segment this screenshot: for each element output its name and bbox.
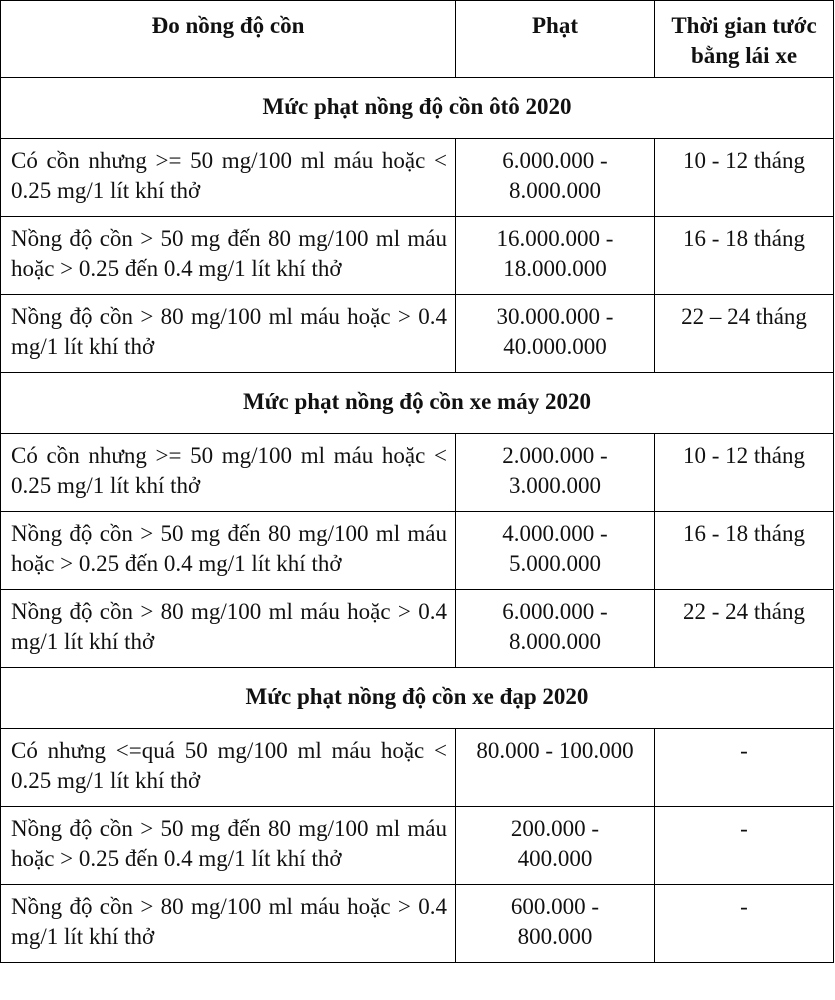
header-row — [1, 1, 834, 78]
section-title: Mức phạt nồng độ cồn xe máy 2020 — [1, 373, 834, 434]
cell-suspension: - — [655, 885, 834, 963]
cell-condition: Nồng độ cồn > 80 mg/100 ml máu hoặc > 0.4 mg/1 lít khí thở — [1, 590, 456, 668]
cell-suspension: 10 - 12 tháng — [655, 139, 834, 217]
cell-suspension: 22 – 24 tháng — [655, 295, 834, 373]
cell-condition: Nồng độ cồn > 80 mg/100 ml máu hoặc > 0.4 mg/1 lít khí thở — [1, 885, 456, 963]
cell-condition: Nồng độ cồn > 50 mg đến 80 mg/100 ml máu hoặc > 0.25 đến 0.4 mg/1 lít khí thở — [1, 807, 456, 885]
cell-fine: 16.000.000 - 18.000.000 — [496, 226, 614, 281]
cell-suspension: 16 - 18 tháng — [655, 217, 834, 295]
cell-suspension: - — [655, 729, 834, 807]
cell-suspension: - — [655, 807, 834, 885]
table-row — [1, 885, 834, 963]
cell-fine: 4.000.000 - 5.000.000 — [502, 521, 608, 576]
section-header-motorbike — [1, 373, 834, 434]
cell-condition: Có cồn nhưng >= 50 mg/100 ml máu hoặc < 0.25 mg/1 lít khí thở — [1, 434, 456, 512]
cell-suspension: 10 - 12 tháng — [655, 434, 834, 512]
cell-fine: 80.000 - 100.000 — [456, 729, 655, 807]
table-row — [1, 434, 834, 512]
cell-fine: 200.000 - 400.000 — [510, 816, 600, 871]
table-row — [1, 729, 834, 807]
section-title: Mức phạt nồng độ cồn xe đạp 2020 — [1, 668, 834, 729]
cell-condition: Nồng độ cồn > 50 mg đến 80 mg/100 ml máu hoặc > 0.25 đến 0.4 mg/1 lít khí thở — [1, 217, 456, 295]
section-header-bicycle — [1, 668, 834, 729]
table-row — [1, 590, 834, 668]
cell-condition: Nồng độ cồn > 50 mg đến 80 mg/100 ml máu hoặc > 0.25 đến 0.4 mg/1 lít khí thở — [1, 512, 456, 590]
cell-condition: Nồng độ cồn > 80 mg/100 ml máu hoặc > 0.4 mg/1 lít khí thở — [1, 295, 456, 373]
header-measure: Đo nồng độ cồn — [1, 1, 456, 78]
cell-fine: 6.000.000 - 8.000.000 — [502, 599, 608, 654]
section-header-car — [1, 78, 834, 139]
cell-suspension: 22 - 24 tháng — [655, 590, 834, 668]
table-row — [1, 512, 834, 590]
table-row — [1, 295, 834, 373]
table-row — [1, 139, 834, 217]
cell-suspension: 16 - 18 tháng — [655, 512, 834, 590]
cell-fine: 2.000.000 - 3.000.000 — [502, 443, 608, 498]
section-title: Mức phạt nồng độ cồn ôtô 2020 — [1, 78, 834, 139]
cell-condition: Có cồn nhưng >= 50 mg/100 ml máu hoặc < 0.25 mg/1 lít khí thở — [1, 139, 456, 217]
header-fine: Phạt — [456, 1, 655, 78]
cell-fine: 600.000 - 800.000 — [510, 894, 600, 949]
table-row — [1, 807, 834, 885]
table-row — [1, 217, 834, 295]
cell-condition: Có nhưng <=quá 50 mg/100 ml máu hoặc < 0.25 mg/1 lít khí thở — [1, 729, 456, 807]
cell-fine: 30.000.000 - 40.000.000 — [496, 304, 614, 359]
header-suspension: Thời gian tước bằng lái xe — [655, 1, 834, 78]
cell-fine: 6.000.000 - 8.000.000 — [502, 148, 608, 203]
